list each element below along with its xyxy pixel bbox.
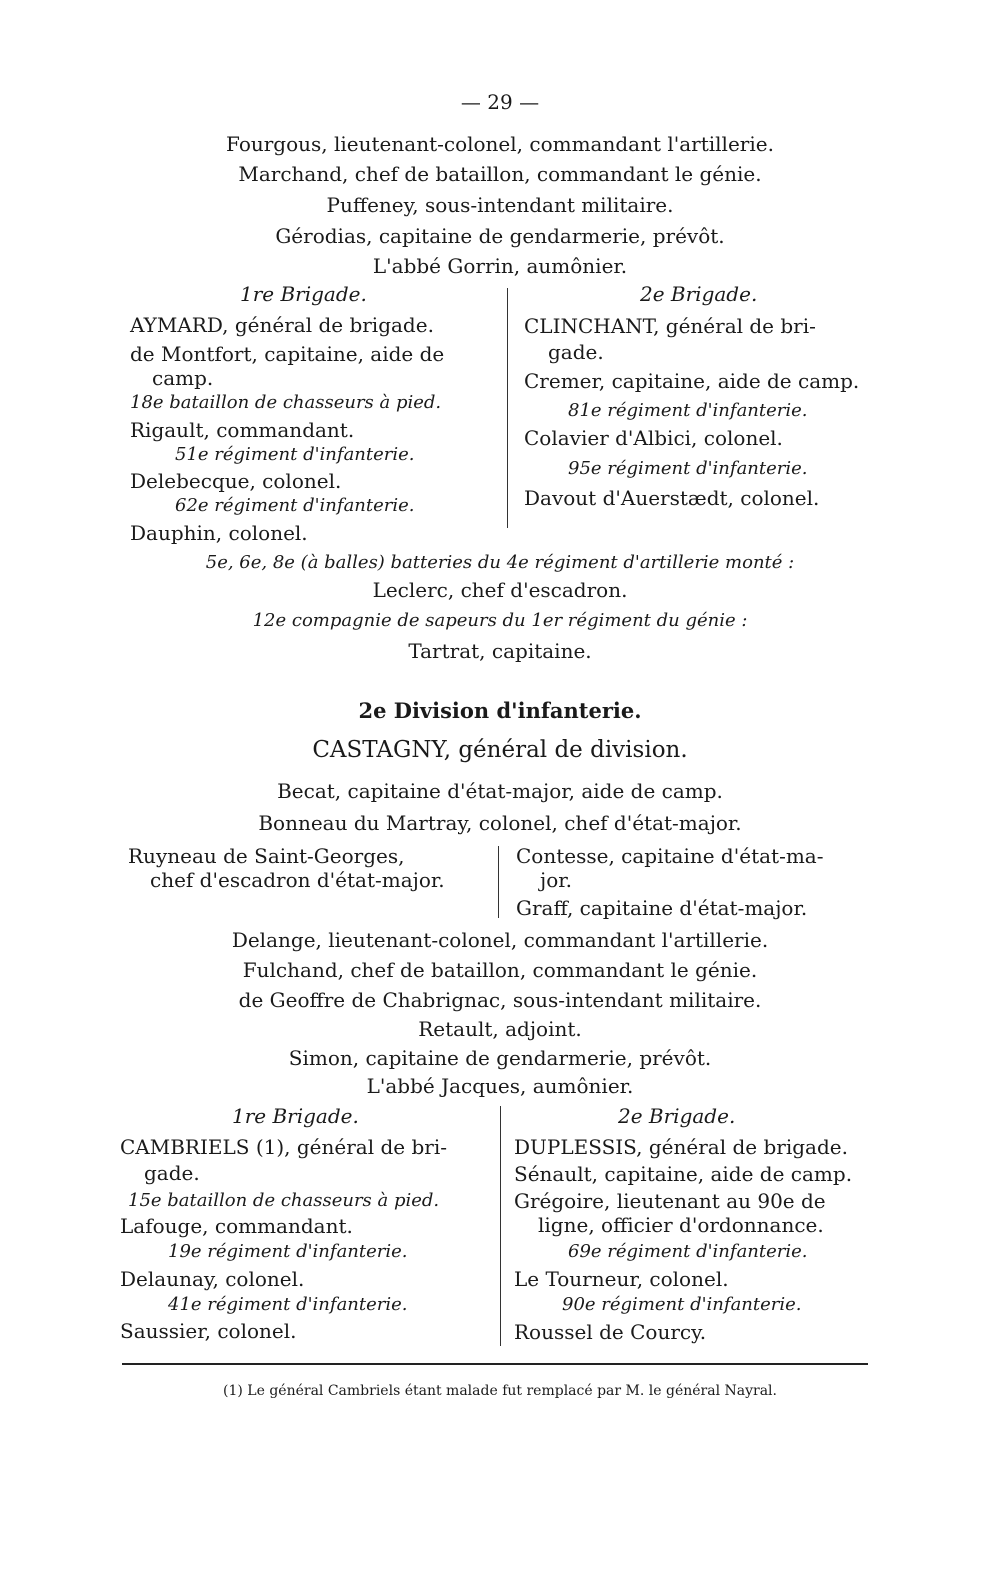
staff-line-genie: Marchand, chef de bataillon, commandant le génie.: [238, 162, 762, 186]
sappers-commander: Tartrat, capitaine.: [408, 639, 592, 663]
aide-de-camp: de Montfort, capitaine, aide de: [130, 342, 445, 366]
brigade-heading-1: 1re Brigade.: [232, 1104, 359, 1128]
aide-de-camp: Cremer, capitaine, aide de camp.: [524, 369, 860, 393]
unit-line: 41e régiment d'infanterie.: [168, 1294, 408, 1315]
staff-officer: Ruyneau de Saint-Georges,: [128, 844, 405, 868]
colonel-line: Dauphin, colonel.: [130, 521, 308, 545]
commander-line: Lafouge, commandant.: [120, 1214, 353, 1238]
brigade-general: DUPLESSIS, général de brigade.: [514, 1135, 848, 1159]
unit-line: 15e bataillon de chasseurs à pied.: [128, 1190, 440, 1211]
column-divider: [500, 1106, 501, 1346]
staff-line-adjoint: Retault, adjoint.: [418, 1017, 582, 1041]
commander-line: Rigault, commandant.: [130, 418, 355, 442]
unit-line: 51e régiment d'infanterie.: [175, 444, 415, 465]
column-divider: [507, 288, 508, 528]
division-heading: 2e Division d'infanterie.: [358, 698, 642, 723]
artillery-line: 5e, 6e, 8e (à balles) batteries du 4e régiment d'artillerie monté :: [205, 552, 795, 573]
staff-officer-cont: jor.: [540, 868, 572, 892]
column-divider: [498, 846, 499, 918]
sappers-line: 12e compagnie de sapeurs du 1er régiment du génie :: [252, 610, 748, 631]
staff-officer: Contesse, capitaine d'état-ma-: [516, 844, 824, 868]
staff-line-artillery: Fourgous, lieutenant-colonel, commandant l'artillerie.: [226, 132, 774, 156]
brigade-heading-2: 2e Brigade.: [618, 1104, 736, 1128]
brigade-general-cont: gade.: [144, 1161, 200, 1185]
staff-line-provost: Simon, capitaine de gendarmerie, prévôt.: [288, 1046, 712, 1070]
colonel-line: Delaunay, colonel.: [120, 1267, 305, 1291]
staff-line-chaplain: L'abbé Gorrin, aumônier.: [372, 254, 628, 278]
division-commander: CASTAGNY, général de division.: [312, 737, 688, 763]
aide-de-camp-cont: camp.: [152, 366, 214, 390]
ordnance-officer-cont: ligne, officier d'ordonnance.: [538, 1213, 824, 1237]
unit-line: 62e régiment d'infanterie.: [175, 495, 415, 516]
staff-officer: Graff, capitaine d'état-major.: [516, 896, 808, 920]
staff-line-chaplain: L'abbé Jacques, aumônier.: [366, 1074, 634, 1098]
staff-line-artillery: Delange, lieutenant-colonel, commandant l'artillerie.: [231, 928, 769, 952]
staff-line-genie: Fulchand, chef de bataillon, commandant le génie.: [242, 958, 758, 982]
brigade-heading-2: 2e Brigade.: [640, 282, 758, 306]
aide-de-camp: Sénault, capitaine, aide de camp.: [514, 1162, 853, 1186]
page-number: — 29 —: [460, 90, 540, 114]
unit-line: 95e régiment d'infanterie.: [568, 458, 808, 479]
footnote-rule: [122, 1363, 868, 1365]
unit-line: 69e régiment d'infanterie.: [568, 1241, 808, 1262]
colonel-line: Delebecque, colonel.: [130, 469, 342, 493]
unit-line: 18e bataillon de chasseurs à pied.: [130, 392, 442, 413]
colonel-line: Davout d'Auerstædt, colonel.: [524, 486, 820, 510]
ordnance-officer: Grégoire, lieutenant au 90e de: [514, 1189, 826, 1213]
brigade-heading-1: 1re Brigade.: [240, 282, 367, 306]
brigade-general-cont: gade.: [548, 340, 604, 364]
artillery-commander: Leclerc, chef d'escadron.: [372, 578, 628, 602]
unit-line: 81e régiment d'infanterie.: [568, 400, 808, 421]
unit-line: 90e régiment d'infanterie.: [562, 1294, 802, 1315]
chief-of-staff: Bonneau du Martray, colonel, chef d'état-major.: [258, 811, 742, 835]
colonel-line: Roussel de Courcy.: [514, 1320, 707, 1344]
footnote: (1) Le général Cambriels étant malade fut remplacé par M. le général Nayral.: [223, 1383, 777, 1399]
brigade-general: CAMBRIELS (1), général de bri-: [120, 1135, 447, 1159]
staff-officer-cont: chef d'escadron d'état-major.: [150, 868, 445, 892]
colonel-line: Le Tourneur, colonel.: [514, 1267, 729, 1291]
unit-line: 19e régiment d'infanterie.: [168, 1241, 408, 1262]
aide-de-camp: Becat, capitaine d'état-major, aide de camp.: [277, 779, 723, 803]
colonel-line: Colavier d'Albici, colonel.: [524, 426, 783, 450]
brigade-general: AYMARD, général de brigade.: [130, 313, 434, 337]
staff-line-intendant: de Geoffre de Chabrignac, sous-intendant militaire.: [238, 988, 762, 1012]
staff-line-intendant: Puffeney, sous-intendant militaire.: [326, 193, 674, 217]
colonel-line: Saussier, colonel.: [120, 1319, 297, 1343]
brigade-general: CLINCHANT, général de bri-: [524, 314, 816, 338]
staff-line-provost: Gérodias, capitaine de gendarmerie, prévôt.: [275, 224, 725, 248]
